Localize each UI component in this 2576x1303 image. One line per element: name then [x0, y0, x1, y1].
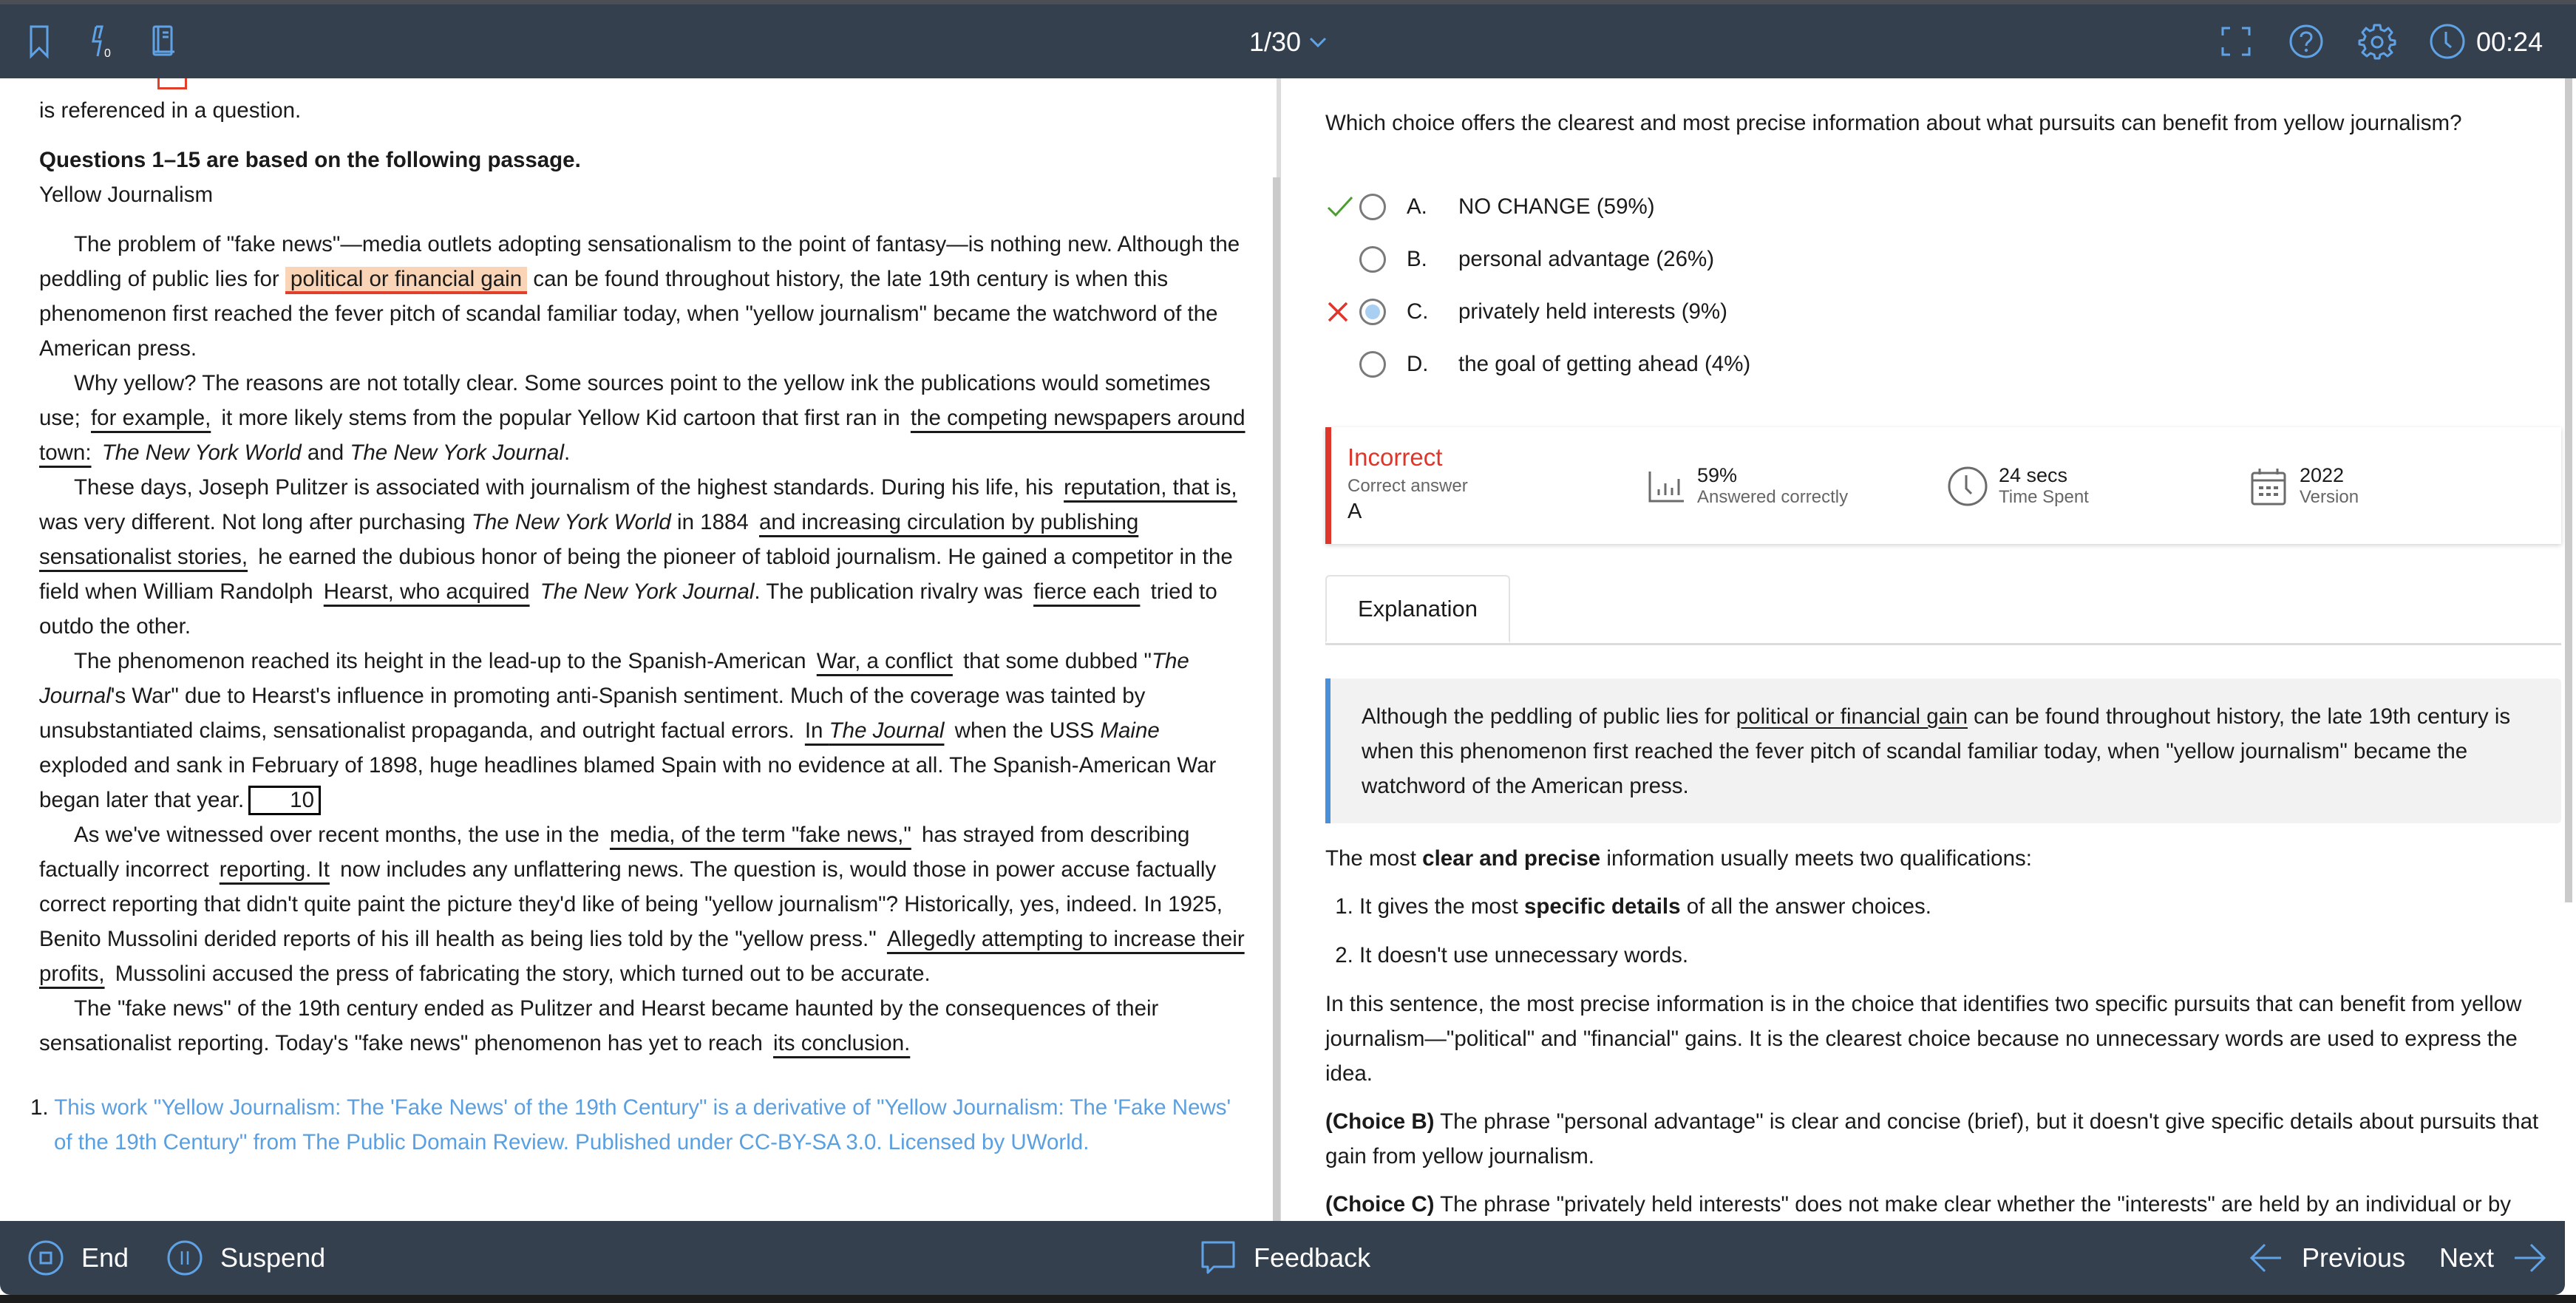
explanation-intro: The most clear and precise information usually meets two qualifications: [1325, 846, 2032, 871]
underlined-phrase[interactable]: In The Journal [804, 718, 945, 743]
choice-text: privately held interests (9%) [1458, 299, 1727, 324]
paragraph-6: The "fake news" of the 19th century ended as Pulitzer and Hearst became haunted by the consequences of their sensationalist reporting. Today's "fake news" phenomenon has yet to reach its conclusion. [39, 996, 1159, 1055]
qualification-list [1325, 889, 2567, 973]
underlined-phrase[interactable]: Allegedly attempting to increase their profits, [39, 927, 1245, 986]
percent-correct-stat: 59% Answered correctly [1645, 464, 1848, 508]
paragraph-2: Why yellow? The reasons are not totally clear. Some sources point to the yellow ink the publications would sometimes use; for example, it more likely stems from the popular Yellow Kid cartoon that first ran in the competing newspapers around town: The New York World and The New York Journal. [39, 371, 1245, 465]
underlined-phrase[interactable]: fierce each [1033, 579, 1141, 604]
arrow-right-icon [2510, 1239, 2549, 1277]
calendar-icon [2248, 466, 2289, 507]
chat-bubble-icon [1199, 1239, 1237, 1277]
question-number-box[interactable]: 10 [248, 786, 321, 815]
radio-button[interactable] [1359, 194, 1386, 220]
underlined-phrase[interactable]: reputation, that is, [1064, 475, 1237, 500]
incorrect-x-icon [1325, 297, 1359, 327]
notebook-icon[interactable] [145, 22, 183, 61]
passage [30, 78, 1251, 1160]
choice-d[interactable]: D. the goal of getting ahead (4%) [1325, 342, 1750, 387]
previous-button[interactable]: Previous [2247, 1237, 2405, 1279]
list-item: 2. It doesn't use unnecessary words. [1359, 938, 2567, 973]
flashcard-count: 0 [104, 47, 111, 60]
underlined-phrase[interactable]: for example, [90, 406, 211, 430]
underlined-phrase[interactable]: Hearst, who acquired [323, 579, 530, 604]
explanation-paragraph: In this sentence, the most precise information is in the choice that identifies two specific pursuits that can benefit from yellow journalism—"political" and "financial" gains. It is the clearest choice because no unnecessary words are used to express the idea. [1325, 992, 2522, 1086]
footnote-link[interactable]: This work "Yellow Journalism: The 'Fake News' of the 19th Century" is a derivative of "Yellow Journalism: The 'Fake News' of the 19th Century" from The Public Domain Review. Published under CC-BY-SA 3.0. Licensed by UWorld. [54, 1095, 1231, 1154]
result-card [1325, 427, 2561, 544]
choice-text: NO CHANGE (59%) [1458, 194, 1655, 219]
choice-text: personal advantage (26%) [1458, 247, 1715, 271]
radio-button-selected[interactable] [1359, 299, 1386, 325]
pause-icon [166, 1239, 204, 1277]
tab-explanation[interactable]: Explanation [1325, 575, 1510, 643]
next-button[interactable]: Next [2439, 1237, 2549, 1279]
help-icon[interactable] [2287, 22, 2325, 61]
choice-b-explanation: (Choice B) The phrase "personal advantage" is clear and concise (brief), but it doesn't give specific details about pursuits that gain from yellow journalism. [1325, 1109, 2539, 1168]
list-item: 1. It gives the most specific details of all the answer choices. [1359, 889, 2567, 924]
underlined-phrase[interactable]: media, of the term "fake news," [609, 823, 911, 847]
explanation-quote: Although the peddling of public lies for political or financial gain can be found throughout history, the late 19th century is when this phenomenon first reached the fever pitch of scandal familiar today, when "yellow journalism" became the watchword of the American press. [1325, 678, 2561, 823]
question-stem: Which choice offers the clearest and most precise information about what pursuits can benefit from yellow journalism? [1325, 111, 2462, 135]
red-box-sample [157, 78, 187, 89]
radio-button[interactable] [1359, 246, 1386, 273]
passage-heading: Questions 1–15 are based on the following passage. [39, 148, 581, 172]
underlined-phrase[interactable]: the competing newspapers around town: [39, 406, 1245, 465]
bar-chart-icon [1645, 466, 1687, 507]
correct-check-icon [1325, 192, 1359, 222]
bottom-toolbar [0, 1221, 2565, 1295]
feedback-button[interactable]: Feedback [1199, 1237, 1370, 1279]
flashcard-icon[interactable] [83, 22, 121, 61]
underlined-phrase[interactable]: and increasing circulation by publishing sensationalist stories, [39, 510, 1139, 569]
arrow-left-icon [2247, 1239, 2286, 1277]
top-toolbar [0, 0, 2576, 78]
paragraph-4: The phenomenon reached its height in the lead-up to the Spanish-American War, a conflict that some dubbed "The Journal's War" due to Hearst's influence in promoting anti-Spanish sentiment. Much of the coverage was tainted by unsubstantiated claims, sensationalist propaganda, and outright factual errors. In The Journal when the USS Maine exploded and sank in February of 1898, huge headlines blamed Spain with no evidence at all. The Spanish-American War began later that year. 10 [39, 644, 1251, 817]
underlined-phrase[interactable]: War, a conflict [816, 649, 953, 673]
paragraph-1: The problem of "fake news"—media outlets adopting sensationalism to the point of fantasy—is nothing new. Although the peddling of public lies for political or financial gain can be found throughout history, the late 19th century is when this phenomenon first reached the fever pitch of scandal familiar today, when "yellow journalism" became the watchword of the American press. [39, 232, 1240, 361]
passage-pane [0, 78, 1279, 1222]
chevron-down-icon [1308, 35, 1328, 50]
footnote: 1. This work "Yellow Journalism: The 'Fake News' of the 19th Century" is a derivative of "Yellow Journalism: The 'Fake News' of the 19th Century" from The Public Domain Review. Published under CC-BY-SA 3.0. Licensed by UWorld. [30, 1095, 1231, 1154]
clock-icon [2428, 22, 2467, 61]
passage-intro-tail: is referenced in a question. [39, 98, 302, 123]
choice-text: the goal of getting ahead (4%) [1458, 352, 1751, 376]
bookmark-icon[interactable] [21, 22, 59, 61]
paragraph-3: These days, Joseph Pulitzer is associated with journalism of the highest standards. During his life, his reputation, that is, was very different. Not long after purchasing The New York World in 1884 and increasing circulation by publishing sensationalist stories, he earned the dubious honor of being the pioneer of tabloid journalism. He gained a competitor in the field when William Randolph Hearst, who acquired The New York Journal. The publication rivalry was fierce each tried to outdo the other. [39, 470, 1251, 644]
end-button[interactable]: End [27, 1237, 129, 1279]
question-counter: 1/30 [1249, 27, 1302, 57]
underlined-phrase[interactable]: reporting. It [219, 857, 330, 882]
settings-icon[interactable] [2358, 22, 2396, 61]
result-status: Incorrect Correct answer A [1348, 443, 1468, 523]
fullscreen-icon[interactable] [2217, 22, 2255, 61]
choice-a[interactable]: A. NO CHANGE (59%) [1325, 185, 1655, 229]
radio-button[interactable] [1359, 351, 1386, 378]
choice-c[interactable]: C. privately held interests (9%) [1325, 290, 1727, 334]
question-pane [1281, 78, 2576, 1222]
incorrect-label: Incorrect [1348, 443, 1443, 471]
time-spent-stat: 24 secs Time Spent [1947, 464, 2089, 508]
choice-b[interactable]: B. personal advantage (26%) [1325, 237, 1714, 282]
explanation-scrollbar[interactable] [2565, 78, 2572, 902]
choice-c-explanation: (Choice C) The phrase "privately held interests" does not make clear whether the "interests" are held by an individual or by [1325, 1192, 2511, 1217]
version-stat: 2022 Version [2248, 464, 2359, 508]
underlined-phrase[interactable]: its conclusion. [773, 1031, 911, 1055]
highlighted-underlined-phrase[interactable]: political or financial gain [285, 267, 527, 294]
taskbar-strip [0, 1295, 2576, 1303]
stop-icon [27, 1239, 65, 1277]
correct-answer: A [1348, 500, 1362, 523]
passage-title: Yellow Journalism [39, 183, 214, 207]
explanation-body [1325, 841, 2567, 1222]
explanation-tabs [1325, 575, 2561, 645]
clipped-instruction-line [39, 78, 1251, 93]
timer: 00:24 [2476, 27, 2543, 57]
clock-icon [1947, 466, 1988, 507]
suspend-button[interactable]: Suspend [166, 1237, 325, 1279]
passage-scrollbar[interactable] [1273, 177, 1280, 1222]
paragraph-5: As we've witnessed over recent months, the use in the media, of the term "fake news," has strayed from describing factually incorrect reporting. It now includes any unflattering news. The question is, would those in power accuse factually correct reporting that didn't quite paint the picture they'd like of being "yellow journalism"? Historically, yes, indeed. In 1925, Benito Mussolini derided reports of his ill health as being lies told by the "yellow press." Allegedly attempting to increase their profits, Mussolini accused the press of fabricating the story, which turned out to be accurate. [39, 823, 1245, 986]
question-selector[interactable] [1249, 27, 1328, 58]
